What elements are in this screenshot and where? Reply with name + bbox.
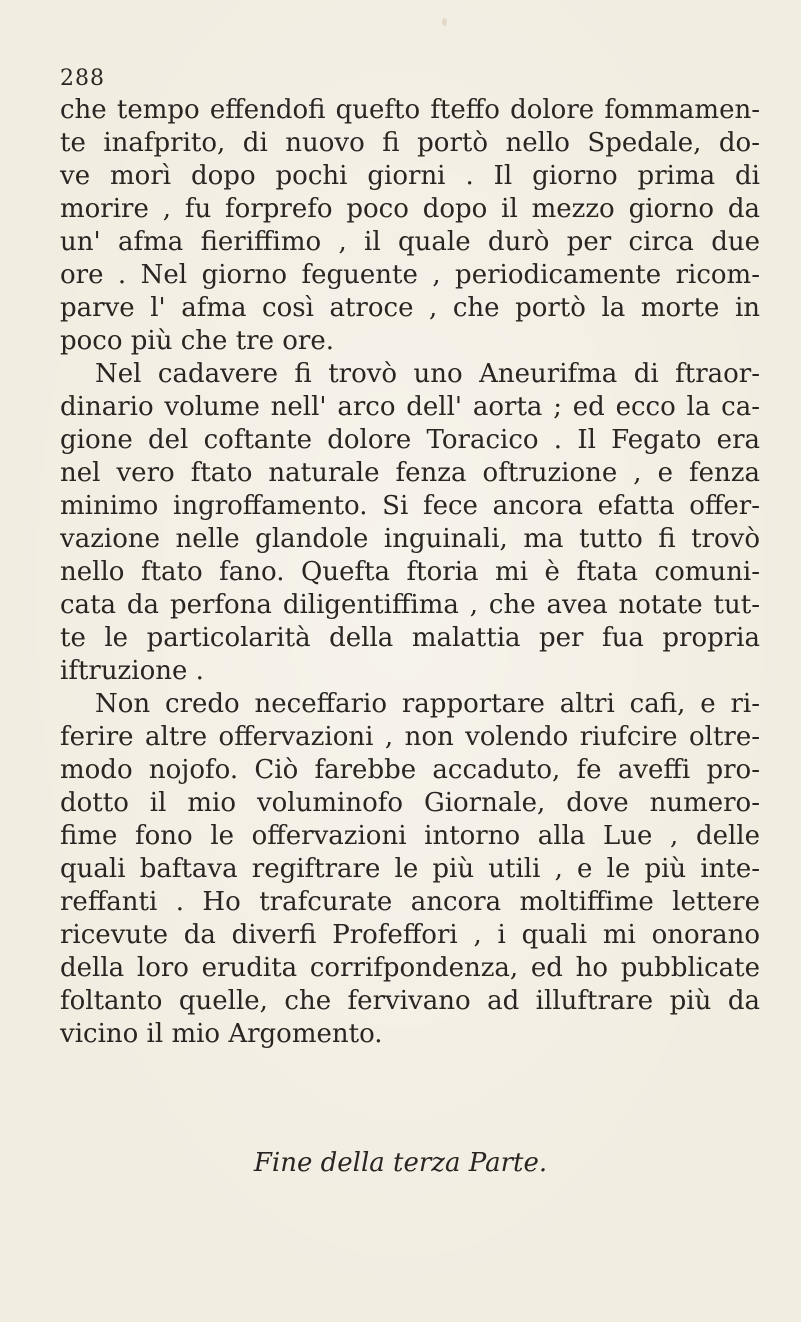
text-line: della loro erudita corrifpondenza, ed ho pubblicate — [60, 953, 760, 983]
text-line: minimo ingroffamento. Si fece ancora efatta offer- — [60, 491, 760, 521]
text-line: te le particolarità della malattia per fua propria — [60, 623, 760, 653]
text-line: modo nojofo. Ciò farebbe accaduto, fe aveffi pro- — [60, 755, 760, 785]
paragraph — [60, 94, 760, 358]
text-line: te inafprito, di nuovo fi portò nello Spedale, do- — [60, 128, 760, 158]
text-line: gione del coftante dolore Toracico . Il Fegato era — [60, 425, 760, 455]
text-line: ore . Nel giorno feguente , periodicamente ricom- — [60, 260, 760, 290]
paper-stain — [442, 18, 447, 26]
text-line: vicino il mio Argomento. — [60, 1019, 383, 1049]
text-line: dinario volume nell' arco dell' aorta ; ed ecco la ca- — [60, 392, 760, 422]
text-line: Nel cadavere fi trovò uno Aneurifma di ftraor- — [95, 359, 760, 389]
text-line: ricevute da diverfi Profeffori , i quali mi onorano — [60, 920, 760, 950]
body-text — [60, 94, 760, 1051]
text-line: fime fono le offervazioni intorno alla Lue , delle — [60, 821, 760, 851]
text-line: che tempo effendofi quefto fteffo dolore fommamen- — [60, 95, 760, 125]
text-line: iftruzione . — [60, 656, 204, 686]
text-line: reffanti . Ho trafcurate ancora moltiffime lettere — [60, 887, 760, 917]
text-line: dotto il mio voluminofo Giornale, dove numero- — [60, 788, 760, 818]
text-line: Non credo neceffario rapportare altri cafi, e ri- — [95, 689, 760, 719]
text-line: morire , fu forprefo poco dopo il mezzo giorno da — [60, 194, 760, 224]
text-line: quali baftava regiftrare le più utili , e le più inte- — [60, 854, 760, 884]
text-line: poco più che tre ore. — [60, 326, 334, 356]
paragraph — [60, 358, 760, 688]
page-number: 288 — [60, 66, 105, 91]
text-line: ve morì dopo pochi giorni . Il giorno prima di — [60, 161, 760, 191]
text-line: vazione nelle glandole inguinali, ma tutto fi trovò — [60, 524, 760, 554]
section-end-note: Fine della terza Parte. — [253, 1148, 548, 1178]
paragraph — [60, 688, 760, 1051]
text-line: nel vero ftato naturale fenza oftruzione , e fenza — [60, 458, 760, 488]
text-line: ferire altre offervazioni , non volendo riufcire oltre- — [60, 722, 760, 752]
text-line: un' afma fieriffimo , il quale durò per circa due — [60, 227, 760, 257]
text-line: foltanto quelle, che fervivano ad illuftrare più da — [60, 986, 760, 1016]
text-line: parve l' afma così atroce , che portò la morte in — [60, 293, 760, 323]
text-line: cata da perfona diligentiffima , che avea notate tut- — [60, 590, 760, 620]
text-line: nello ftato fano. Quefta ftoria mi è ftata comuni- — [60, 557, 760, 587]
